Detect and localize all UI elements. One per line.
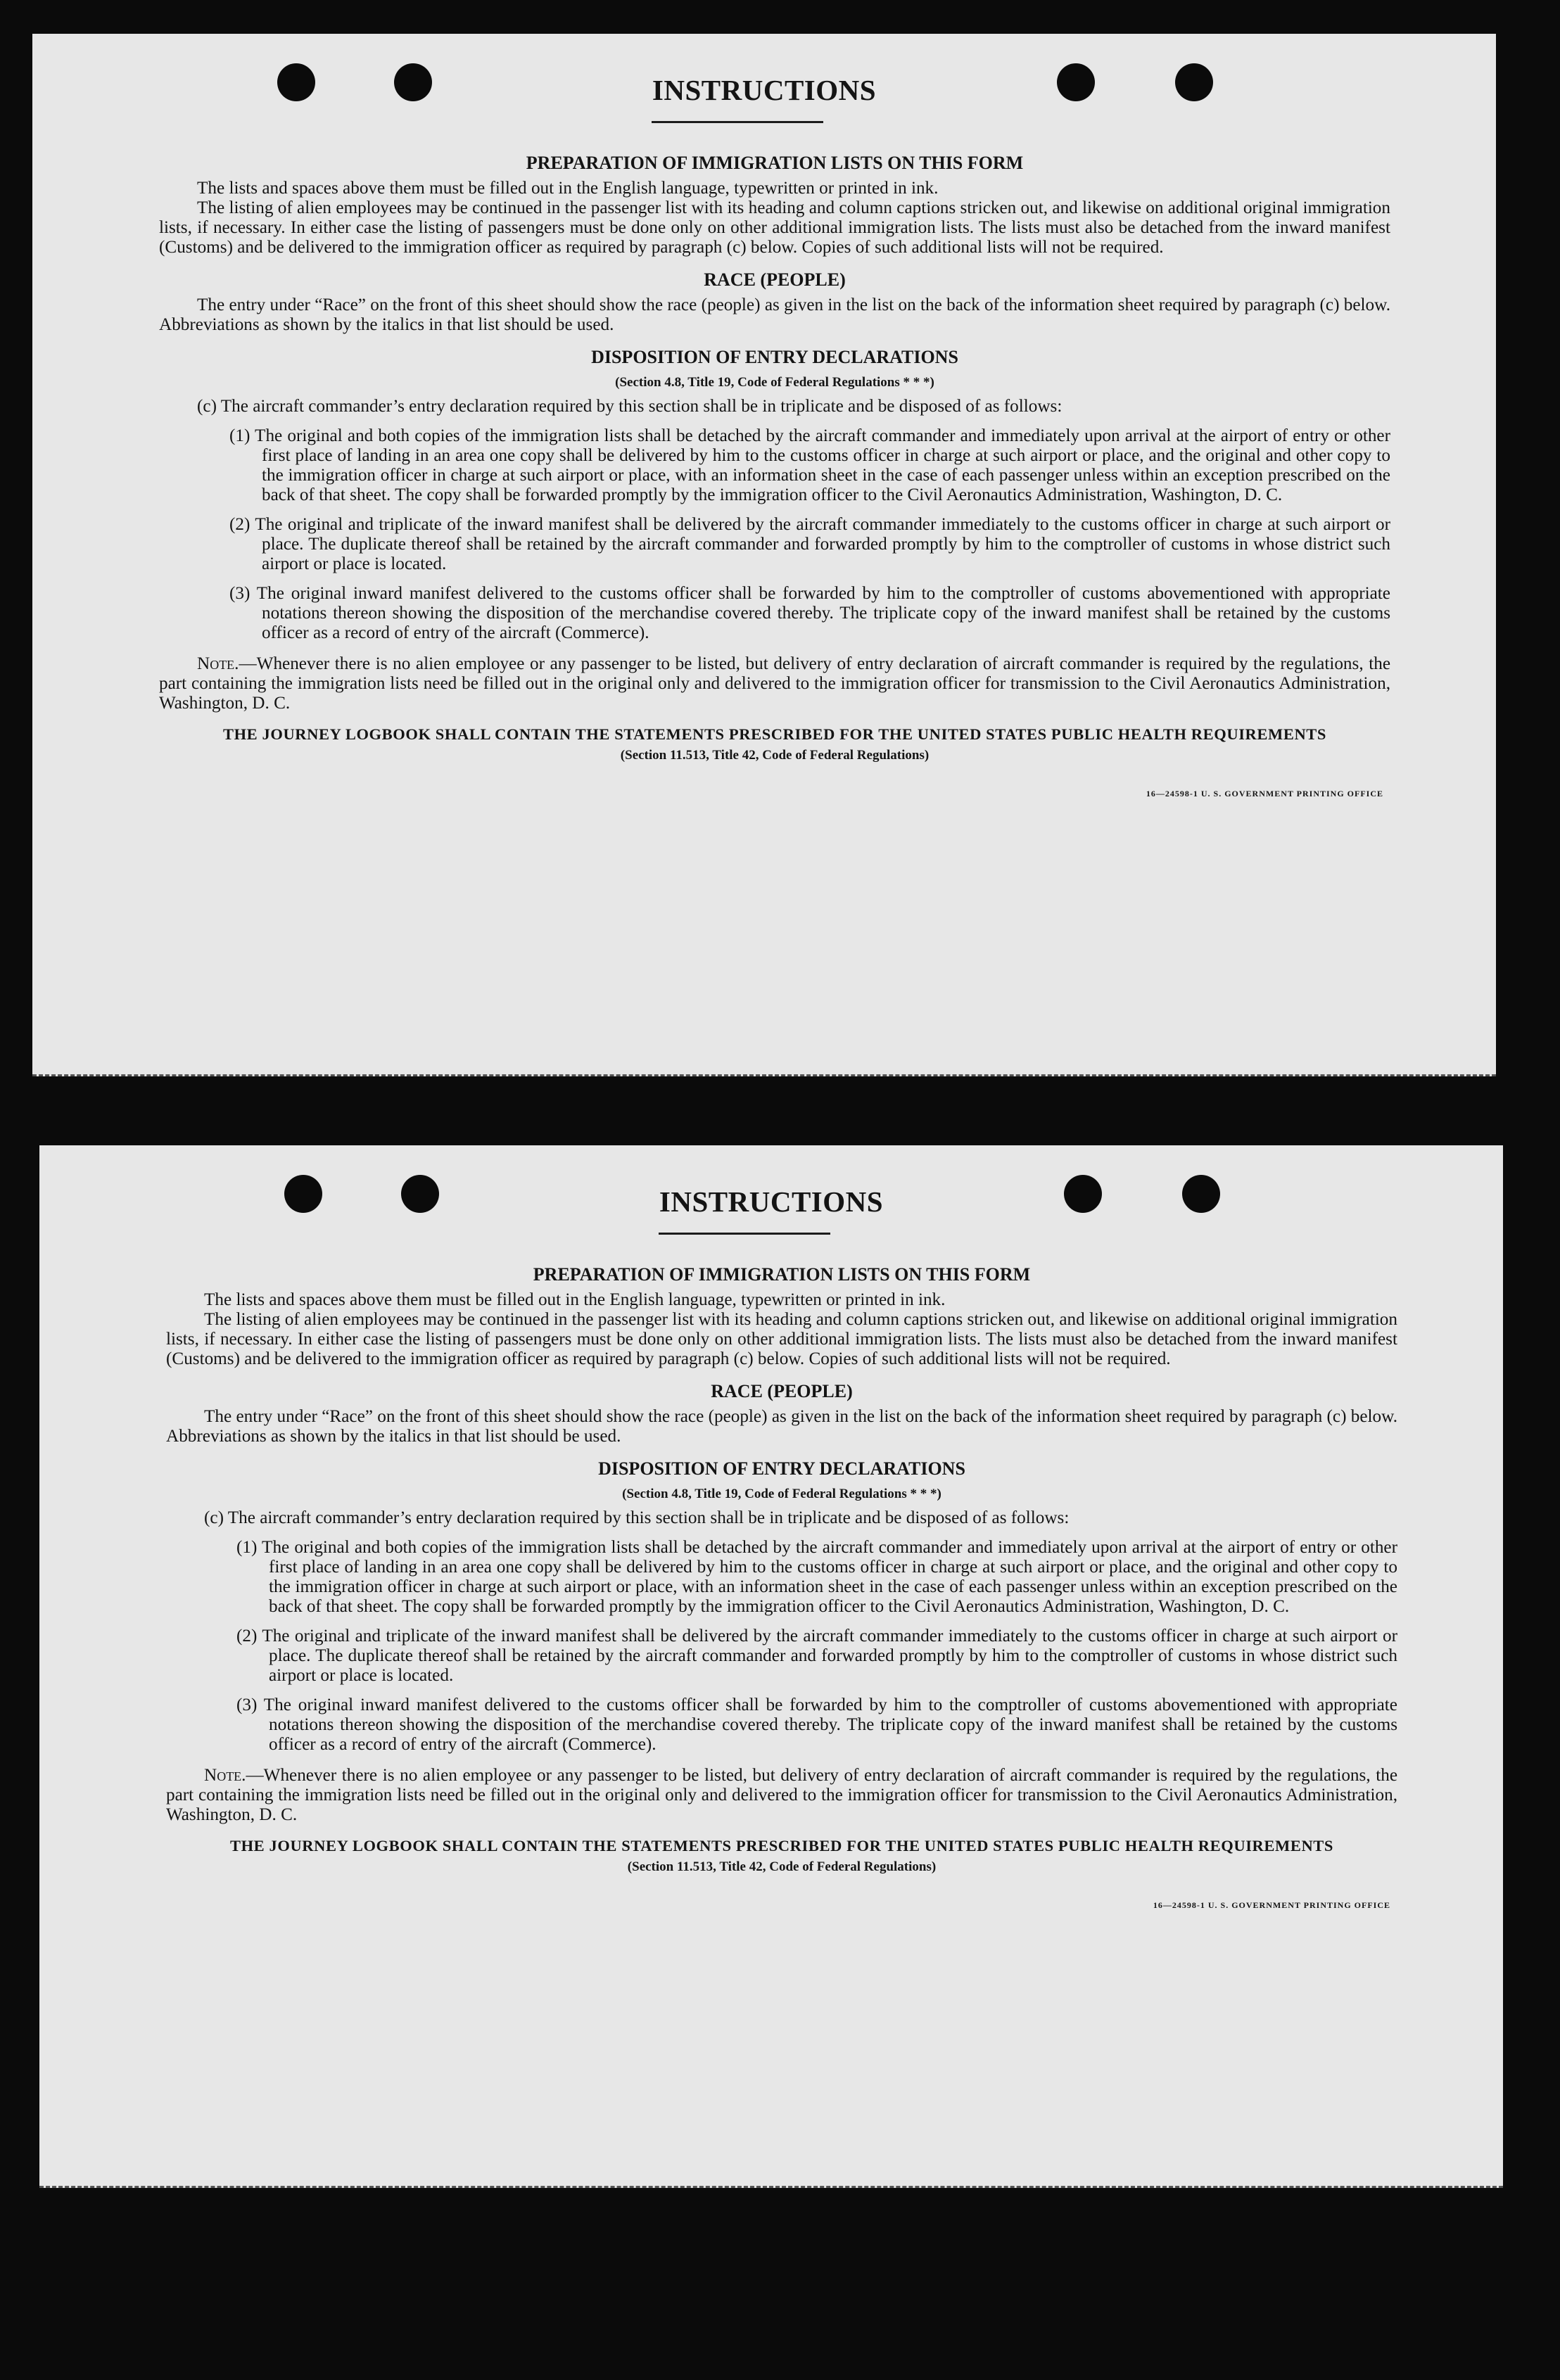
section-heading-preparation: PREPARATION OF IMMIGRATION LISTS ON THIS FORM — [526, 153, 1024, 173]
page-title: INSTRUCTIONS — [652, 74, 877, 106]
list-item-3: (3) The original inward manifest delivered to the customs officer shall be forwarded by him to the comptroller of customs abovementioned with appropriate notations thereon showing the disposition of the merchandise covered thereby. The triplicate copy of the inward manifest shall be retained by the customs officer as a record of entry of the aircraft (Commerce). — [229, 584, 1390, 642]
health-requirements-citation: (Section 11.513, Title 42, Code of Federal Regulations) — [620, 748, 930, 763]
health-requirements-line: THE JOURNEY LOGBOOK SHALL CONTAIN THE STATEMENTS PRESCRIBED FOR THE UNITED STATES PUBLIC HEALTH REQUIREMENTS — [222, 725, 1327, 743]
printer-imprint: 16—24598-1 U. S. GOVERNMENT PRINTING OFFICE — [1146, 789, 1383, 798]
paragraph-race-entry: The entry under “Race” on the front of this sheet should show the race (people) as given in the list on the back of the information sheet required by paragraph (c) below. Abbreviations as shown by the italics in that list should be used. — [159, 295, 1390, 334]
note-label: Note. — [197, 654, 239, 673]
section-subheading-regulation: (Section 4.8, Title 19, Code of Federal Regulations * * *) — [622, 1487, 941, 1501]
paragraph-c: (c) The aircraft commander’s entry declaration required by this section shall be in triplicate and be disposed of as follows: — [204, 1508, 1070, 1527]
instructions-body — [166, 1252, 1397, 1915]
paragraph-english-language: The lists and spaces above them must be filled out in the English language, typewritten or printed in ink. — [204, 1290, 946, 1309]
instruction-sheet-top — [32, 34, 1496, 1076]
perforated-edge — [32, 1072, 1496, 1076]
note-text: —Whenever there is no alien employee or any passenger to be listed, but delivery of entry declaration of aircraft commander is required by the regulations, the part containing the immigration lists need be filled out in the original only and delivered to the immigration officer for transmission to the Civil Aeronautics Administration, Washington, D. C. — [159, 654, 1390, 713]
section-heading-preparation: PREPARATION OF IMMIGRATION LISTS ON THIS FORM — [533, 1264, 1031, 1285]
instruction-sheet-bottom — [39, 1145, 1503, 2188]
paragraph-alien-employees: The listing of alien employees may be continued in the passenger list with its heading and column captions stricken out, and likewise on additional original immigration lists, if necessary. In either case the listing of passengers must be done only on other additional immigration lists. The lists must also be detached from the inward manifest (Customs) and be delivered to the immigration officer as required by paragraph (c) below. Copies of such additional lists will not be required. — [159, 198, 1390, 257]
section-subheading-regulation: (Section 4.8, Title 19, Code of Federal Regulations * * *) — [615, 375, 934, 390]
paragraph-c: (c) The aircraft commander’s entry declaration required by this section shall be in triplicate and be disposed of as follows: — [197, 397, 1063, 416]
title-underline — [652, 121, 823, 123]
printer-imprint: 16—24598-1 U. S. GOVERNMENT PRINTING OFFICE — [1153, 1900, 1390, 1910]
health-requirements-citation: (Section 11.513, Title 42, Code of Federal Regulations) — [627, 1859, 937, 1874]
note-paragraph — [159, 654, 1390, 713]
title-underline — [659, 1233, 830, 1235]
section-heading-race: RACE (PEOPLE) — [711, 1381, 853, 1401]
section-heading-disposition: DISPOSITION OF ENTRY DECLARATIONS — [598, 1458, 965, 1479]
list-item-3: (3) The original inward manifest delivered to the customs officer shall be forwarded by him to the comptroller of customs abovementioned with appropriate notations thereon showing the disposition of the merchandise covered thereby. The triplicate copy of the inward manifest shall be retained by the customs officer as a record of entry of the aircraft (Commerce). — [236, 1695, 1397, 1754]
note-text: —Whenever there is no alien employee or any passenger to be listed, but delivery of entry declaration of aircraft commander is required by the regulations, the part containing the immigration lists need be filled out in the original only and delivered to the immigration officer for transmission to the Civil Aeronautics Administration, Washington, D. C. — [166, 1766, 1397, 1824]
list-item-2: (2) The original and triplicate of the inward manifest shall be delivered by the aircraft commander immediately to the customs officer in charge at such airport or place. The duplicate thereof shall be retained by the aircraft commander and forwarded promptly by him to the comptroller of customs in whose district such airport or place is located. — [229, 515, 1390, 573]
instructions-body — [159, 141, 1390, 803]
health-requirements-line: THE JOURNEY LOGBOOK SHALL CONTAIN THE STATEMENTS PRESCRIBED FOR THE UNITED STATES PUBLIC HEALTH REQUIREMENTS — [229, 1837, 1334, 1854]
section-heading-race: RACE (PEOPLE) — [704, 269, 846, 290]
paragraph-alien-employees: The listing of alien employees may be continued in the passenger list with its heading and column captions stricken out, and likewise on additional original immigration lists, if necessary. In either case the listing of passengers must be done only on other additional immigration lists. The lists must also be detached from the inward manifest (Customs) and be delivered to the immigration officer as required by paragraph (c) below. Copies of such additional lists will not be required. — [166, 1310, 1397, 1368]
list-item-2: (2) The original and triplicate of the inward manifest shall be delivered by the aircraft commander immediately to the customs officer in charge at such airport or place. The duplicate thereof shall be retained by the aircraft commander and forwarded promptly by him to the comptroller of customs in whose district such airport or place is located. — [236, 1627, 1397, 1685]
section-heading-disposition: DISPOSITION OF ENTRY DECLARATIONS — [591, 347, 958, 367]
note-label: Note. — [204, 1766, 246, 1785]
perforated-edge — [39, 2184, 1503, 2188]
list-item-1: (1) The original and both copies of the immigration lists shall be detached by the aircraft commander and immediately upon arrival at the airport of entry or other first place of landing in an area one copy shall be delivered by him to the customs officer in charge at such airport or place, and the original and other copy to the immigration officer in charge at such airport or place, with an information sheet in the case of each passenger unless within an exception prescribed on the back of that sheet. The copy shall be forwarded promptly by the immigration officer to the Civil Aeronautics Administration, Washington, D. C. — [236, 1538, 1397, 1616]
note-paragraph — [166, 1766, 1397, 1825]
paragraph-english-language: The lists and spaces above them must be filled out in the English language, typewritten or printed in ink. — [197, 179, 939, 198]
paragraph-race-entry: The entry under “Race” on the front of this sheet should show the race (people) as given in the list on the back of the information sheet required by paragraph (c) below. Abbreviations as shown by the italics in that list should be used. — [166, 1407, 1397, 1446]
page-title: INSTRUCTIONS — [659, 1185, 884, 1218]
list-item-1: (1) The original and both copies of the immigration lists shall be detached by the aircraft commander and immediately upon arrival at the airport of entry or other first place of landing in an area one copy shall be delivered by him to the customs officer in charge at such airport or place, and the original and other copy to the immigration officer in charge at such airport or place, with an information sheet in the case of each passenger unless within an exception prescribed on the back of that sheet. The copy shall be forwarded promptly by the immigration officer to the Civil Aeronautics Administration, Washington, D. C. — [229, 426, 1390, 504]
